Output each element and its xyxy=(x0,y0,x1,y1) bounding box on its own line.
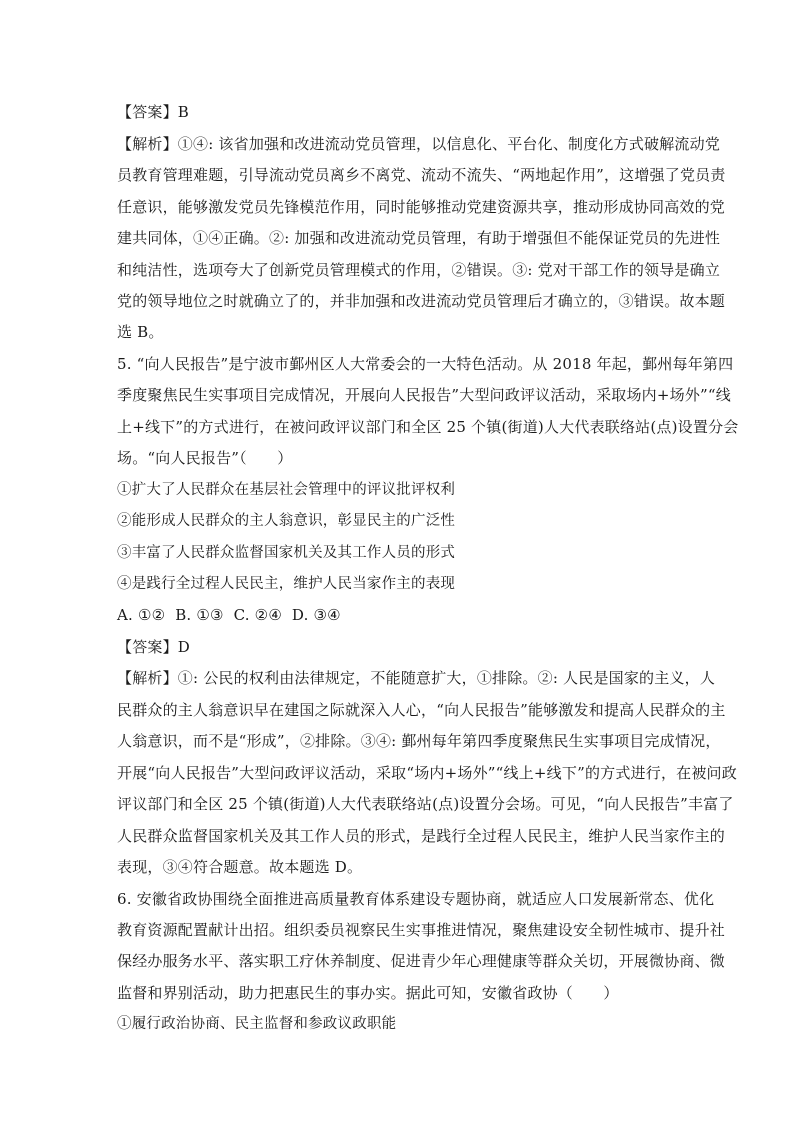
q5-stem-line: 上+线下”的方式进行，在被问政评议部门和全区 25 个镇(街道)人大代表联络站(点)设置分会 xyxy=(117,418,739,436)
q4-analysis-line: 员教育管理难题，引导流动党员离乡不离党、流动不流失、“两地起作用”，这增强了党员责 xyxy=(117,166,726,184)
q5-stem-line: 场。“向人民报告”（ ） xyxy=(117,449,293,467)
q5-option: ②能形成人民群众的主人翁意识，彰显民主的广泛性 xyxy=(117,513,456,529)
q4-answer: 【答案】B xyxy=(117,103,190,121)
q4-analysis-line: 党的领导地位之时就确立了的，并非加强和改进流动党员管理后才确立的，③错误。故本题 xyxy=(117,292,726,310)
q5-answer: 【答案】D xyxy=(117,638,191,656)
q4-analysis-line: 选 B。 xyxy=(117,323,164,341)
q5-stem-line: 5. “向人民报告”是宁波市鄞州区人大常委会的一大特色活动。从 2018 年起，鄞州每年第四 xyxy=(117,355,734,373)
q5-analysis-line: 表现，③④符合题意。故本题选 D。 xyxy=(117,858,363,876)
q4-analysis-line: 【解析】①④: 该省加强和改进流动党员管理，以信息化、平台化、制度化方式破解流动党 xyxy=(117,135,721,153)
q5-analysis-line: 【解析】①: 公民的权利由法律规定，不能随意扩大，①排除。②: 人民是国家的主义，人 xyxy=(117,669,716,687)
q5-analysis-line: 人翁意识，而不是“形成”，②排除。③④: 鄞州每年第四季度聚焦民生实事项目完成情况， xyxy=(117,732,721,750)
q5-choices: A. ①② B. ①③ C. ②④ D. ③④ xyxy=(117,606,341,624)
q6-stem-line: 保经办服务水平、落实职工疗休养制度、促进青少年心理健康等群众关切，开展微协商、微 xyxy=(117,952,726,970)
q5-analysis-line: 民群众的主人翁意识早在建国之际就深入人心，“向人民报告”能够激发和提高人民群众的主 xyxy=(117,701,726,719)
q6-option: ①履行政治协商、民主监督和参政议政职能 xyxy=(117,1016,397,1032)
q4-analysis-line: 建共同体，①④正确。②: 加强和改进流动党员管理，有助于增强但不能保证党员的先进性 xyxy=(117,229,721,247)
q5-analysis-line: 人民群众监督国家机关及其工作人员的形式，是践行全过程人民民主，维护人民当家作主的 xyxy=(117,827,726,845)
q5-option: ③丰富了人民群众监督国家机关及其工作人员的形式 xyxy=(117,545,456,561)
q5-analysis-line: 开展“向人民报告”大型问政评议活动，采取“场内+场外”“线上+线下”的方式进行，在被问政 xyxy=(117,764,737,782)
q6-stem-line: 6. 安徽省政协围绕全面推进高质量教育体系建设专题协商，就适应人口发展新常态、优化 xyxy=(117,890,715,908)
q6-stem-line: 教育资源配置献计出招。组织委员视察民生实事推进情况，聚焦建设安全韧性城市、提升社 xyxy=(117,921,726,939)
q4-analysis-line: 任意识，能够激发党员先锋模范作用，同时能够推动党建资源共享，推动形成协同高效的党 xyxy=(117,198,726,216)
q6-stem-line: 监督和界别活动，助力把惠民生的事办实。据此可知，安徽省政协（ ） xyxy=(117,984,619,1002)
q5-option: ④是践行全过程人民民主，维护人民当家作主的表现 xyxy=(117,576,456,592)
q4-analysis-line: 和纯洁性，选项夸大了创新党员管理模式的作用，②错误。③: 党对干部工作的领导是确立 xyxy=(117,261,721,279)
q5-stem-line: 季度聚焦民生实事项目完成情况，开展向人民报告”大型问政评议活动，采取场内+场外”“线 xyxy=(117,386,731,404)
q5-option: ①扩大了人民群众在基层社会管理中的评议批评权利 xyxy=(117,482,456,498)
q5-analysis-line: 评议部门和全区 25 个镇(街道)人大代表联络站(点)设置分会场。可见，“向人民报告”丰富了 xyxy=(117,795,734,813)
